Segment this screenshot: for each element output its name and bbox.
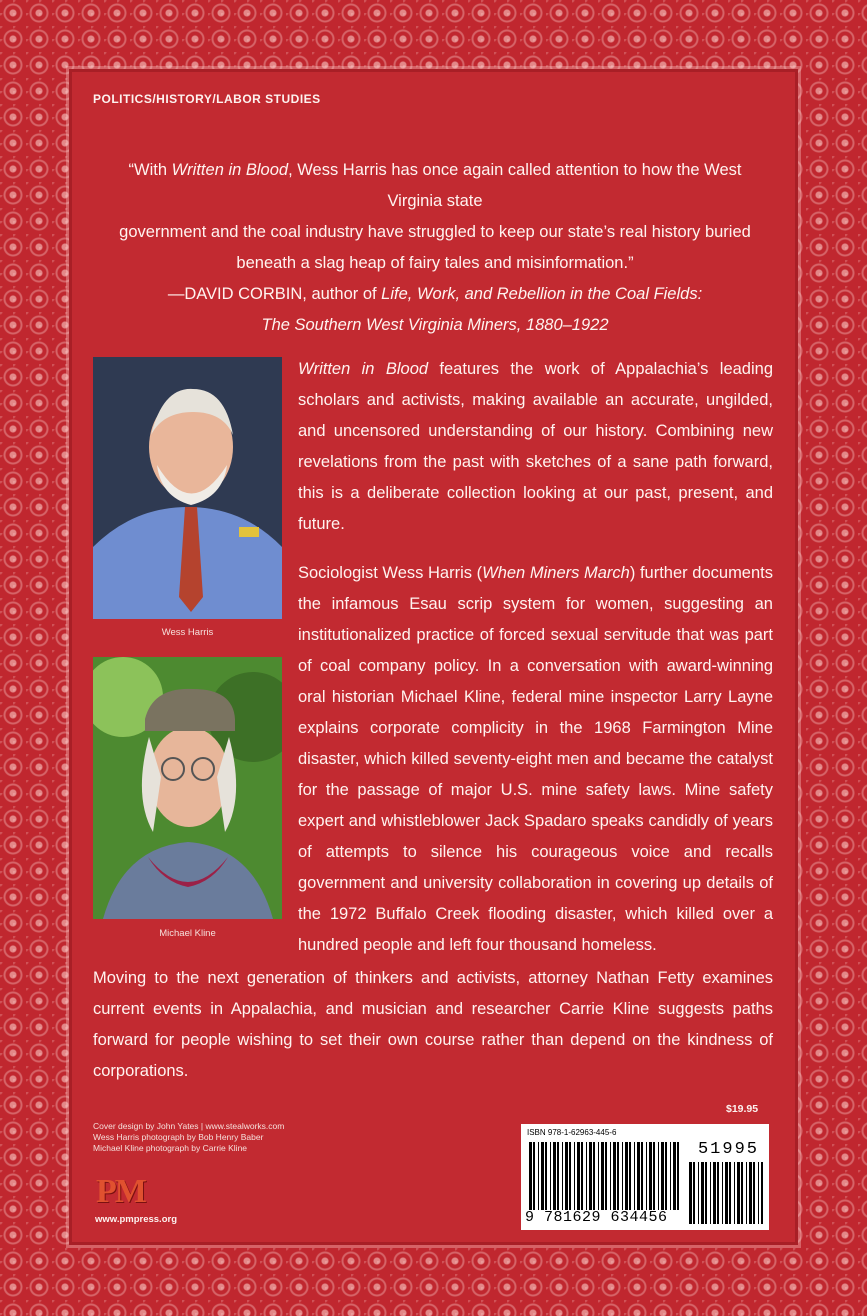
quote-line-1 <box>110 155 760 217</box>
endorsement-quote <box>110 155 760 341</box>
paragraph-2-book-title: When Miners March <box>482 564 630 582</box>
quote-line-2: government and the coal industry have struggled to keep our state’s real history buried <box>119 223 751 241</box>
isbn-barcode <box>521 1124 769 1230</box>
attribution-name: —DAVID CORBIN <box>167 285 303 303</box>
barcode-price-code: 51995 <box>697 1140 759 1159</box>
photo-caption-michael-kline: Michael Kline <box>159 928 216 939</box>
category-label: POLITICS/HISTORY/LABOR STUDIES <box>93 92 321 106</box>
description-paragraph-3: Moving to the next generation of thinkers and activists, attorney Nathan Fetty examines current events in Appalachia, and musician and researcher Carrie Kline suggests paths forward for people wishing to set their own course rather than depend on the kindness of corporations. <box>93 969 773 1080</box>
quote-book-title: Written in Blood <box>171 161 289 179</box>
credit-photo-2: Michael Kline photograph by Carrie Kline <box>93 1143 248 1153</box>
description-paragraph-2 <box>298 558 773 961</box>
credit-cover-design: Cover design by John Yates | www.stealworks.com <box>93 1121 285 1131</box>
wess-harris-photo <box>93 357 282 619</box>
photo-caption-wess-harris: Wess Harris <box>161 627 214 638</box>
paragraph-2-text: ) further documents the infamous Esau scrip system for women, suggesting an institutionalized practice of forced sexual servitude that was part of coal company policy. In a conversation with award-winning oral historian Michael Kline, federal mine inspector Larry Layne explains corporate complicity in the 1968 Farmington Mine disaster, which killed seventy-eight men and became the catalyst for the passage of major U.S. mine safety laws. Mine safety expert and whistleblower Jack Spadaro speaks candidly of years of attempts to silence his courageous voice and recalls government and university collaboration in covering up details of the 1972 Buffalo Creek flooding disaster, which killed over a hundred people and left four thousand homeless. <box>298 564 773 954</box>
quote-open: “With <box>128 161 172 179</box>
description-paragraph-1 <box>298 354 773 540</box>
quote-attribution <box>110 279 760 310</box>
paragraph-1-text: features the work of Appalachia’s leading scholars and activists, making available an accurate, ungilded, and uncensored understanding of our history. Combining new revelations from the past with sketches of a sane path forward, this is a deliberate collection looking at our past, present, and future. <box>298 360 773 533</box>
isbn-text: ISBN 978-1-62963-445-6 <box>527 1128 617 1137</box>
paragraph-1-book-title: Written in Blood <box>298 360 429 378</box>
quote-line-1-rest: , Wess Harris has once again called attention to how the West Virginia state <box>288 161 742 210</box>
barcode-digits: 9 781629 634456 <box>525 1209 668 1226</box>
attribution-mid: , author of <box>302 285 382 303</box>
quote-line-3: beneath a slag heap of fairy tales and misinformation.” <box>236 254 634 272</box>
price-label: $19.95 <box>726 1103 759 1115</box>
credits-block <box>93 1121 284 1154</box>
attribution-book-1: Life, Work, and Rebellion in the Coal Fields: <box>381 285 703 303</box>
quote-attribution-book-2 <box>110 310 760 341</box>
credit-photo-1: Wess Harris photograph by Bob Henry Baber <box>93 1132 264 1142</box>
publisher-website: www.pmpress.org <box>95 1214 177 1225</box>
paragraph-2-start: Sociologist Wess Harris ( <box>298 564 483 582</box>
attribution-book-2: The Southern West Virginia Miners, 1880–1922 <box>261 316 609 334</box>
michael-kline-photo <box>93 657 282 919</box>
pm-press-logo: PM <box>96 1173 145 1210</box>
